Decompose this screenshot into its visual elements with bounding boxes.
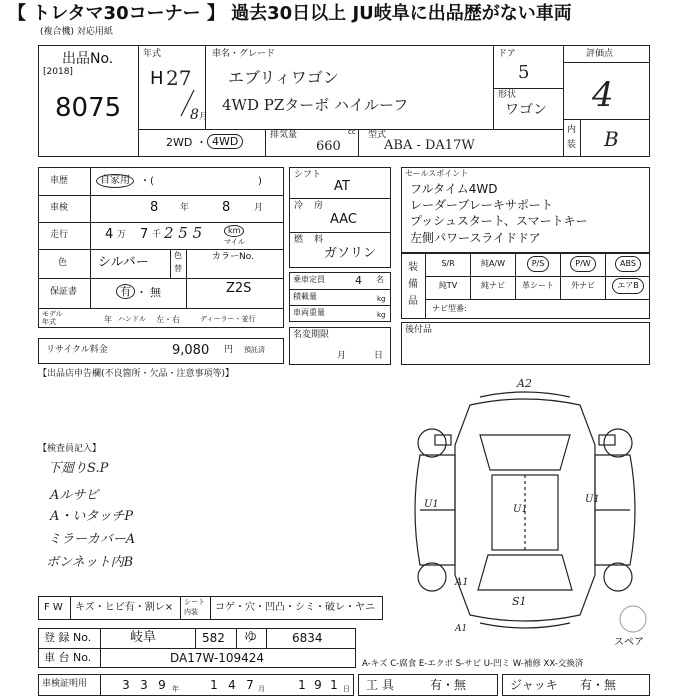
mileage-unit-km: km [224,225,244,237]
mark-a1-rear: A1 [455,577,469,588]
registration-kana: ゆ [244,630,258,645]
car-label: 車名・グレード [212,49,276,59]
equipment-label-1: 装 [408,262,418,273]
tools-value: 有・無 [430,678,467,692]
fw-items2: コゲ・穴・凹凸・シミ・破レ・ヤニ [215,602,375,613]
model-label: 型式 [368,130,387,140]
year-month-unit: 月 [199,112,209,122]
interior-label-1: 内 [567,125,577,135]
cert-digit-8: 9 [314,678,322,692]
mark-s1: S1 [512,595,527,608]
handle-label: ハンドル [118,315,146,323]
car-grade: 4WD PZターボ ハイルーフ [222,96,409,114]
mark-a1-bottom: A1 [455,624,468,634]
recycle-value: 9,080 [172,343,210,358]
inspector-note-4: ミラーカバーA [48,532,136,547]
inspector-label: 【検査員記入】 [38,444,102,454]
history-selected: 自家用 [96,174,134,188]
fw-items: キズ・ヒビ有・割レ× [75,602,174,613]
mark-u1-center: U1 [513,504,528,515]
color-code-label: カラーNo. [212,252,254,262]
load-unit: kg [377,295,386,303]
mark-u1-left: U1 [424,499,439,510]
registration-class: 582 [202,631,225,645]
inspection-year: 8 [150,200,159,215]
chassis-value: DA17W-109424 [170,651,265,665]
equip-pw: P/W [563,255,603,275]
dealer-label: ディーラー・並行 [200,315,256,323]
displacement-unit: cc [348,128,356,136]
inspection-label: 車検 [50,203,69,213]
spare-label: スペア [614,637,644,648]
inspection-month-unit: 月 [254,203,264,213]
cert-sep-year: 年 [172,685,179,693]
name-change-month: 月 [337,351,347,361]
name-change-day: 日 [374,351,384,361]
aircon-label-1: 冷 [294,201,304,211]
jack-value: 有・無 [580,678,617,692]
displacement-label: 排気量 [270,130,298,140]
cert-digit-4: 1 [210,678,218,692]
equip-nav: 純ナビ [481,281,505,290]
fuel-label-1: 燃 [294,235,304,245]
equip-aftermarket-nav: 外ナビ [571,281,595,290]
cert-digit-6: 7 [246,678,254,692]
shape-value: ワゴン [505,102,547,118]
interior-label-2: 装 [567,140,577,150]
mileage-unit-mile: マイル [224,238,245,246]
inspection-year-unit: 年 [180,203,190,213]
history-label: 車歴 [50,176,69,186]
year-value: 27 [166,66,192,90]
mileage-label: 走行 [50,230,69,240]
shift-value: AT [334,179,350,194]
report-label: 【出品店申告欄(不良箇所・欠品・注意事項等)】 [38,369,235,379]
shape-label: 形状 [498,90,517,100]
name-change-label: 名変期限 [293,330,330,340]
capacity-value: 4 [355,274,362,287]
history-close: ) [258,176,262,187]
cert-sep-month: 月 [258,685,265,693]
model-year-label-1: モデル [42,310,63,318]
selling-point-2: レーダーブレーキサポート [410,198,553,212]
equip-alloy: 純A/W [480,259,506,268]
tools-label: 工 具 [366,678,394,692]
recycle-unit: 円 [224,345,234,355]
inspection-month: 8 [222,200,231,215]
score-label: 評価点 [586,49,614,59]
aircon-value: AAC [330,212,357,227]
fw-seat-2: 内装 [184,608,198,616]
equipment-label-2: 備 [408,279,418,290]
warranty-no: 無 [150,286,161,299]
handle-lr: 左・右 [156,315,180,324]
cert-digit-3: 9 [158,678,166,692]
fw-label: F W [44,602,63,613]
equip-abs: ABS [608,255,648,275]
after-box [401,322,650,365]
weight-label: 車両重量 [293,308,325,317]
fuel-label-2: 料 [314,235,324,245]
sub-note: (複合機) 対応用紙 [40,27,113,37]
cert-digit-1: 3 [122,678,130,692]
equip-sr: S/R [441,259,455,268]
equip-tv: 純TV [438,281,458,290]
equip-airbag: エアB [608,277,648,297]
mark-a2: A2 [517,377,532,390]
mark-u1-right: U1 [585,494,600,505]
selling-point-3: プッシュスタート、スマートキー [410,214,588,228]
cert-digit-5: 4 [228,678,236,692]
drive-4wd: 4WD [207,134,243,149]
nav-model-label: ナビ型番: [432,304,467,313]
shift-label: シフト [294,170,322,180]
mileage-digits: 2 5 5 [164,224,203,242]
selling-points-label: セールスポイント [405,169,469,178]
model-year-label-2: 年式 [42,318,56,326]
fw-seat-1: シート [184,598,205,606]
year-month: 8 [190,107,199,123]
registration-place: 岐阜 [130,630,157,645]
fuel-value: ガソリン [324,246,377,261]
after-label: 後付品 [405,325,433,335]
recycle-note: 預託済 [244,346,265,354]
color-change-1: 色 [174,251,182,260]
cert-digit-2: 3 [140,678,148,692]
drive-sep: ・ [196,136,207,149]
load-label: 積載量 [293,292,317,301]
equip-leather: 革シート [522,281,554,290]
displacement-value: 660 [316,139,341,154]
car-name: エブリィワゴン [228,68,339,87]
capacity-unit: 名 [376,275,384,284]
inspector-note-3: A・いタッチP [50,509,134,524]
mileage-man: 4 [105,227,114,242]
selling-point-4: 左側パワースライドドア [410,231,541,245]
lot-year-tag: [2018] [43,67,73,77]
inspector-note-1: 下廻りS.P [48,461,109,476]
cert-sep-day: 日 [343,685,350,693]
mileage-sen-unit: 千 [152,230,162,240]
cert-digit-7: 1 [298,678,306,692]
color-value: シルバー [98,255,149,270]
warranty-sep: ・ [136,286,147,299]
color-code: Z2S [226,281,252,296]
registration-label: 登 録 No. [44,631,92,644]
banner: 【 トレタマ30コーナー 】 過去30日以上 JU岐阜に出品歴がない車両 [8,3,572,24]
recycle-label: リサイクル料金 [46,345,108,355]
model-year-unit: 年 [104,315,112,324]
mileage-man-unit: 万 [117,230,127,240]
mileage-sen: 7 [140,227,149,242]
drive-2wd: 2WD [166,136,193,149]
inspector-note-2: Aルサビ [50,488,99,503]
interior-value: B [604,127,619,151]
cert-digit-9: 1 [330,678,338,692]
lot-number: 8075 [55,93,122,123]
equip-ps: P/S [518,255,558,275]
doors-label: ドア [498,49,516,59]
warranty-label: 保証書 [50,287,78,297]
cert-label: 車検証明用 [42,679,88,689]
weight-unit: kg [377,311,386,319]
color-label: 色 [58,258,68,268]
selling-point-1: フルタイム4WD [410,182,498,196]
history-rest: ・( [140,176,154,187]
registration-number: 6834 [292,631,323,645]
color-change-2: 替 [174,264,182,273]
inspector-note-5: ボンネット内B [46,555,134,570]
year-era: H [150,68,164,89]
warranty-yes: 有 [116,284,135,299]
damage-legend: A-キズ C-腐食 E-エクボ S-サビ U-凹ミ W-補修 XX-交換済 [362,659,584,669]
lot-label: 出品No. [62,51,114,67]
jack-label: ジャッキ [510,678,558,692]
info-table [38,167,284,328]
equipment-label-3: 品 [408,296,418,307]
year-label: 年式 [143,49,162,59]
model-value: ABA - DA17W [384,138,475,153]
chassis-label: 車 台 No. [44,651,92,664]
capacity-label: 乗車定員 [293,275,325,284]
spare-tire-icon [618,604,648,634]
aircon-label-2: 房 [314,201,324,211]
score-value: 4 [592,75,614,115]
doors-value: 5 [518,62,530,83]
